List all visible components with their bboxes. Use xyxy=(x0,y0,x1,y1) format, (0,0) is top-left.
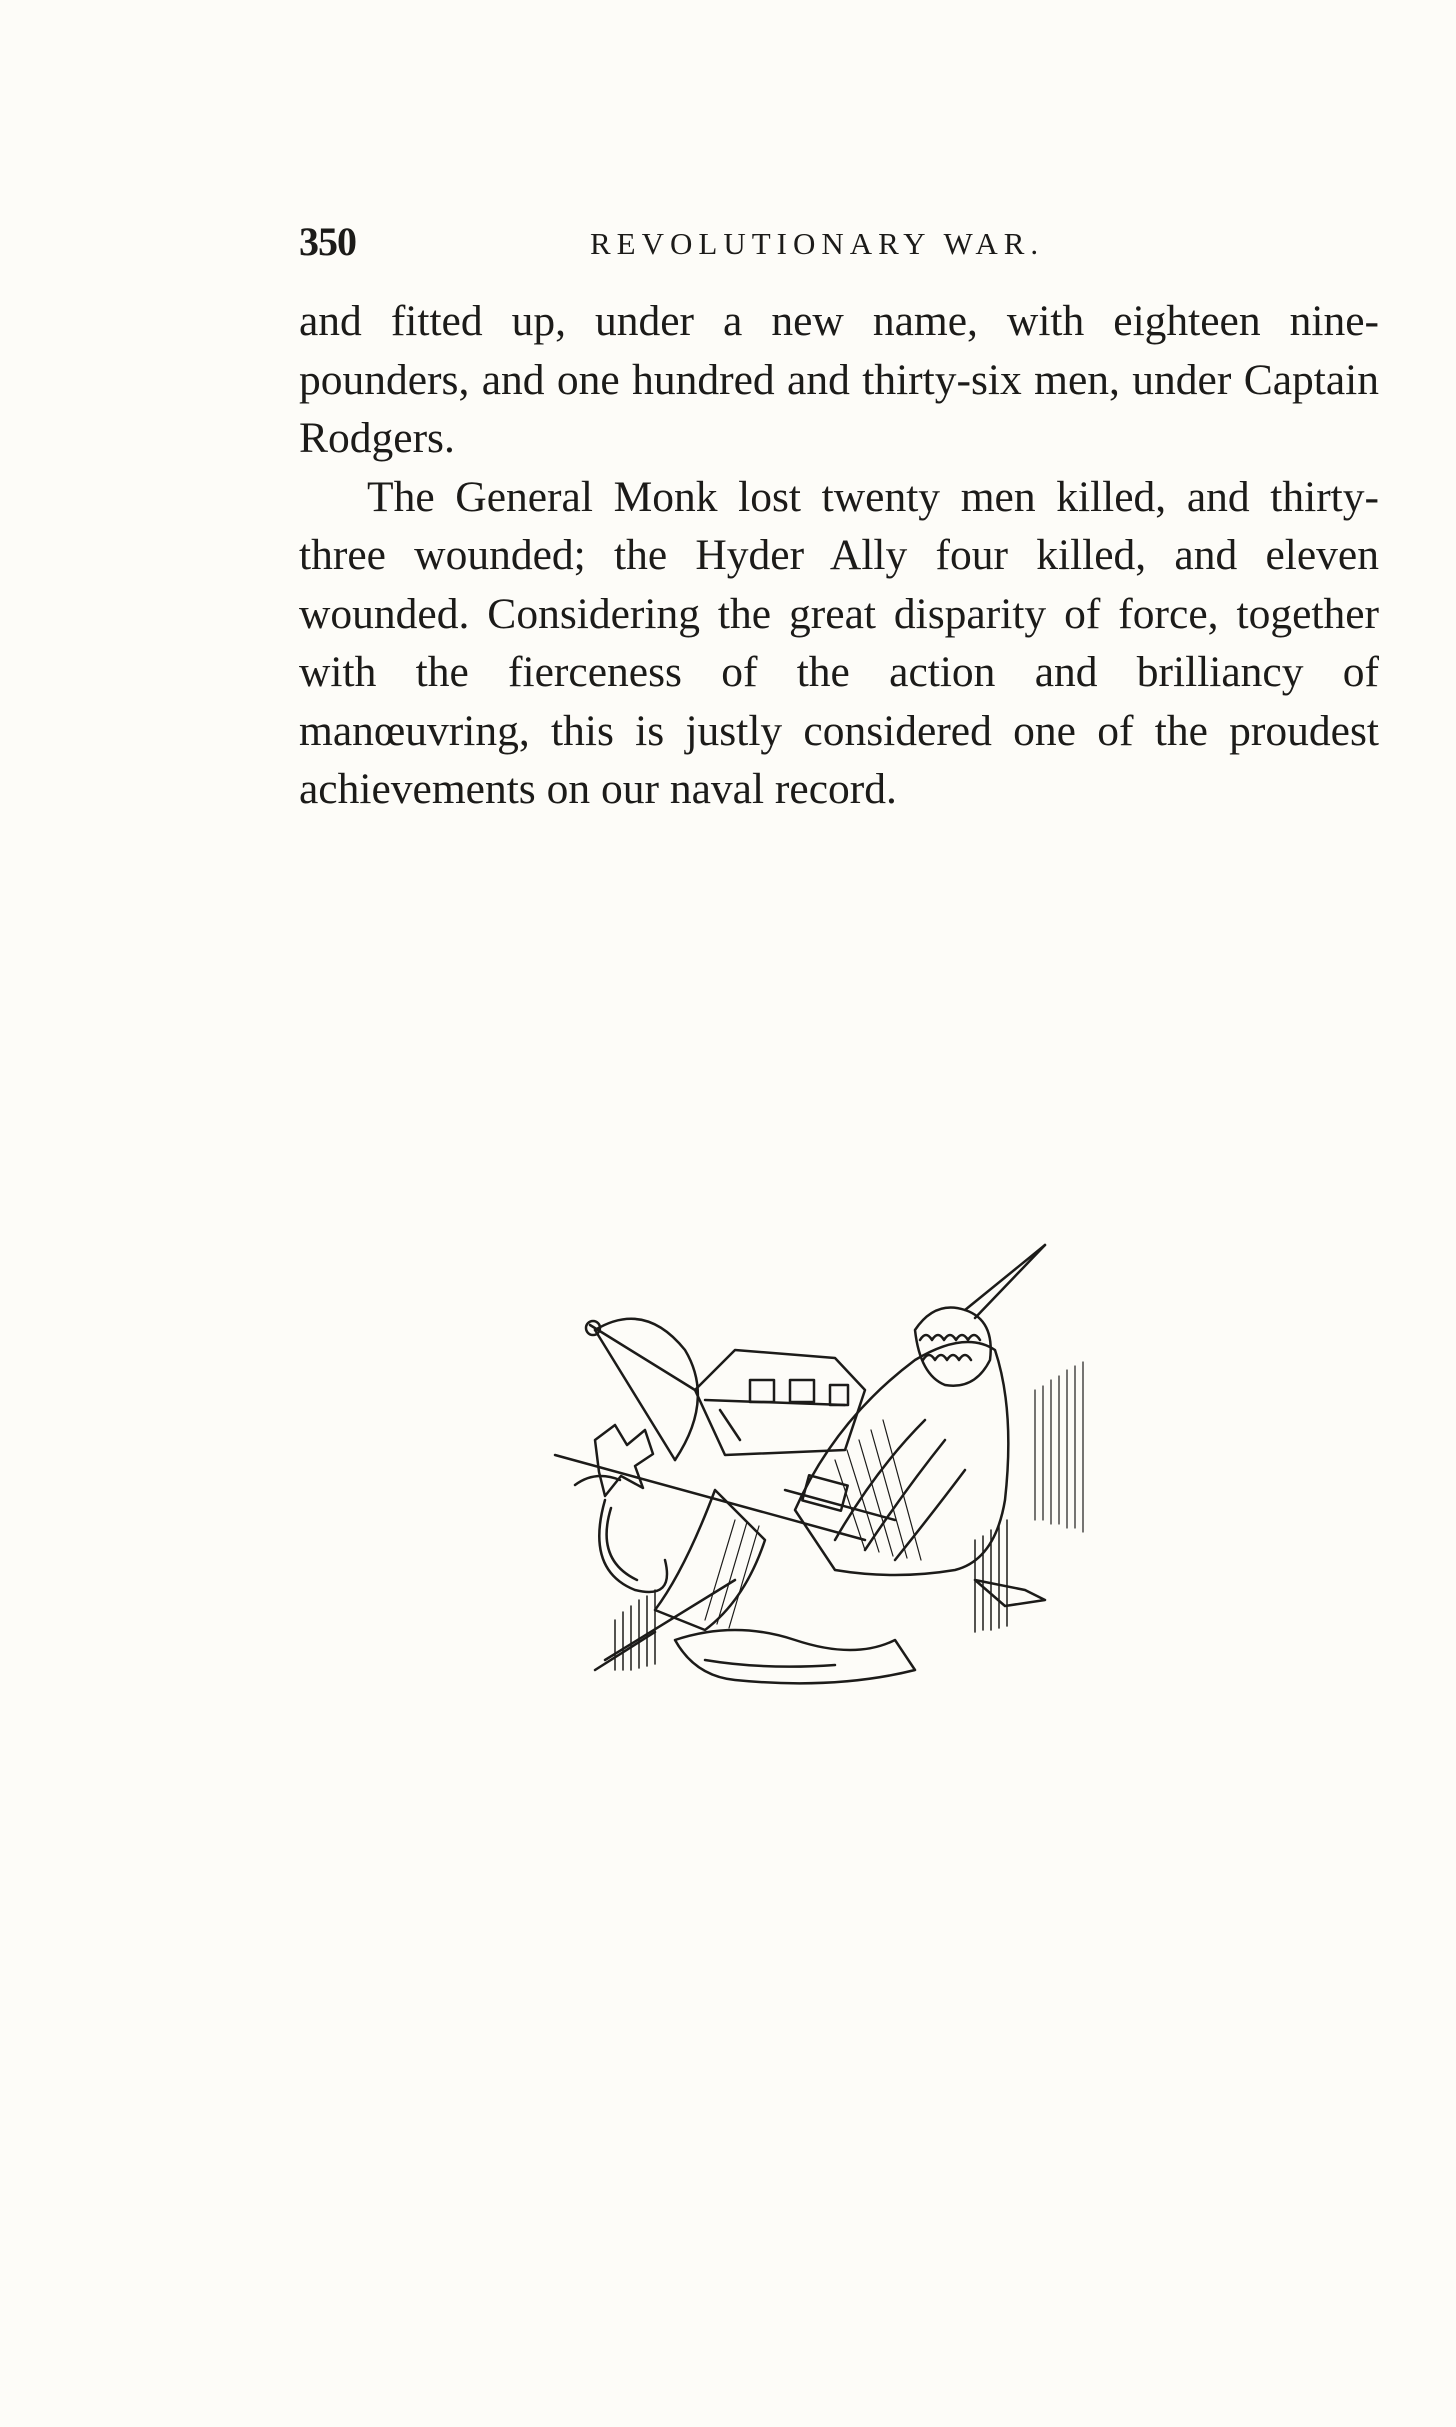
running-title: REVOLUTIONARY WAR. xyxy=(590,226,1045,261)
body-text xyxy=(299,292,1379,819)
running-head xyxy=(299,218,1379,274)
page-number: 350 xyxy=(299,219,356,264)
paragraph-battle-summary: The General Monk lost twenty men killed, and thirty-three wounded; the Hyder Ally four killed, and eleven wounded. Considering the great disparity of force, together with the fierceness of the action and brilliancy of manœuvring, this is justly considered one of the proudest achievements on our naval record. xyxy=(299,472,1379,813)
paragraph-continued: and fitted up, under a new name, with eighteen nine-pounders, and one hundred and thirty-six men, under Captain Rodgers. xyxy=(299,297,1379,462)
trophy-of-arms-vignette-icon xyxy=(535,1240,1145,1740)
